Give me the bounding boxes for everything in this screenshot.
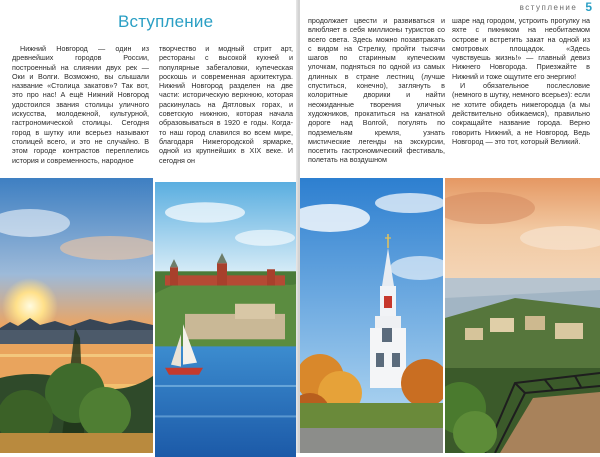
running-header-label: вступление	[519, 2, 578, 12]
page-title: Вступление	[118, 12, 214, 31]
text-column-3	[308, 16, 445, 165]
page-number: 5	[585, 0, 592, 14]
text-column-1	[12, 44, 149, 165]
paragraph: И обязательное послесловие (немного в шутку, немного всерьез): если не хотите обидеть нижегородца (а мы действительно обижаемся), правильно сокращайте название города. Верно говорить Нижний, а не Новгород. Ведь Новгород — это тот, который Великий.	[452, 81, 591, 146]
paragraph: творчество и модный стрит арт, рестораны с высокой кухней и популярные забегаловки, купеческая роскошь и современная архитектура. Нижний Новгород разделен на две части: историческую верхнюю, которая раскинулась на Дятловых горах, и советскую нижнюю, которая начала образовываться в 1920 е годы. Когда-то наш город славился во всем мире, благодаря Нижегородской ярмарке, одной из крупнейших в XIX веке. И сегодня он	[159, 44, 293, 165]
kremlin-and-sailboat-photo	[155, 182, 296, 457]
text-column-4	[452, 16, 590, 146]
sunset-over-river-photo	[0, 178, 153, 453]
river-overlook-photo	[445, 178, 600, 453]
paragraph: шаре над городом, устроить прогулку на яхте с пикником на необитаемом острове и встретить закат на одной из смотровых площадок. «Здесь чувствуешь жизнь!» — главный девиз Нижнего Новгорода. Приезжайте в Нижний и тоже ощутите его энергию!	[452, 16, 590, 81]
running-header	[520, 0, 592, 14]
church-in-autumn-photo	[300, 178, 443, 453]
paragraph: продолжает цвести и развиваться и влюбляет в себя миллионы туристов со всего света. Здесь можно позавтракать с видом на Стрелку, пройти тысячи шагов по старинным купеческим улочкам, подняться по одной из самых длинных в стране лестниц (лучше спуститься, конечно), заглянуть в колоритные дворики и найти неожиданные творения уличных художников, прокатиться на канатной дороге над Волгой, погулять по подземельям кремля, узнать мистические легенды на экскурсии, посетить гастрономический фестиваль, полетать на воздушном	[308, 16, 445, 165]
text-column-2	[159, 44, 293, 165]
paragraph: Нижний Новгород — один из древнейших городов России, построенный на слиянии двух рек — Оки и Волги. Возможно, вы слышали название «Столица закатов»? Так вот, это про нас! А ещё Нижний Новгород удостоился звания столицы уличного искусства, молодежной, культурной, гастрономической столицы. Сегодня город в шутку или всерьез называют столицей всего, и это не случайно. В этом городе контрастов переплелись история и современность, народное	[12, 44, 149, 165]
